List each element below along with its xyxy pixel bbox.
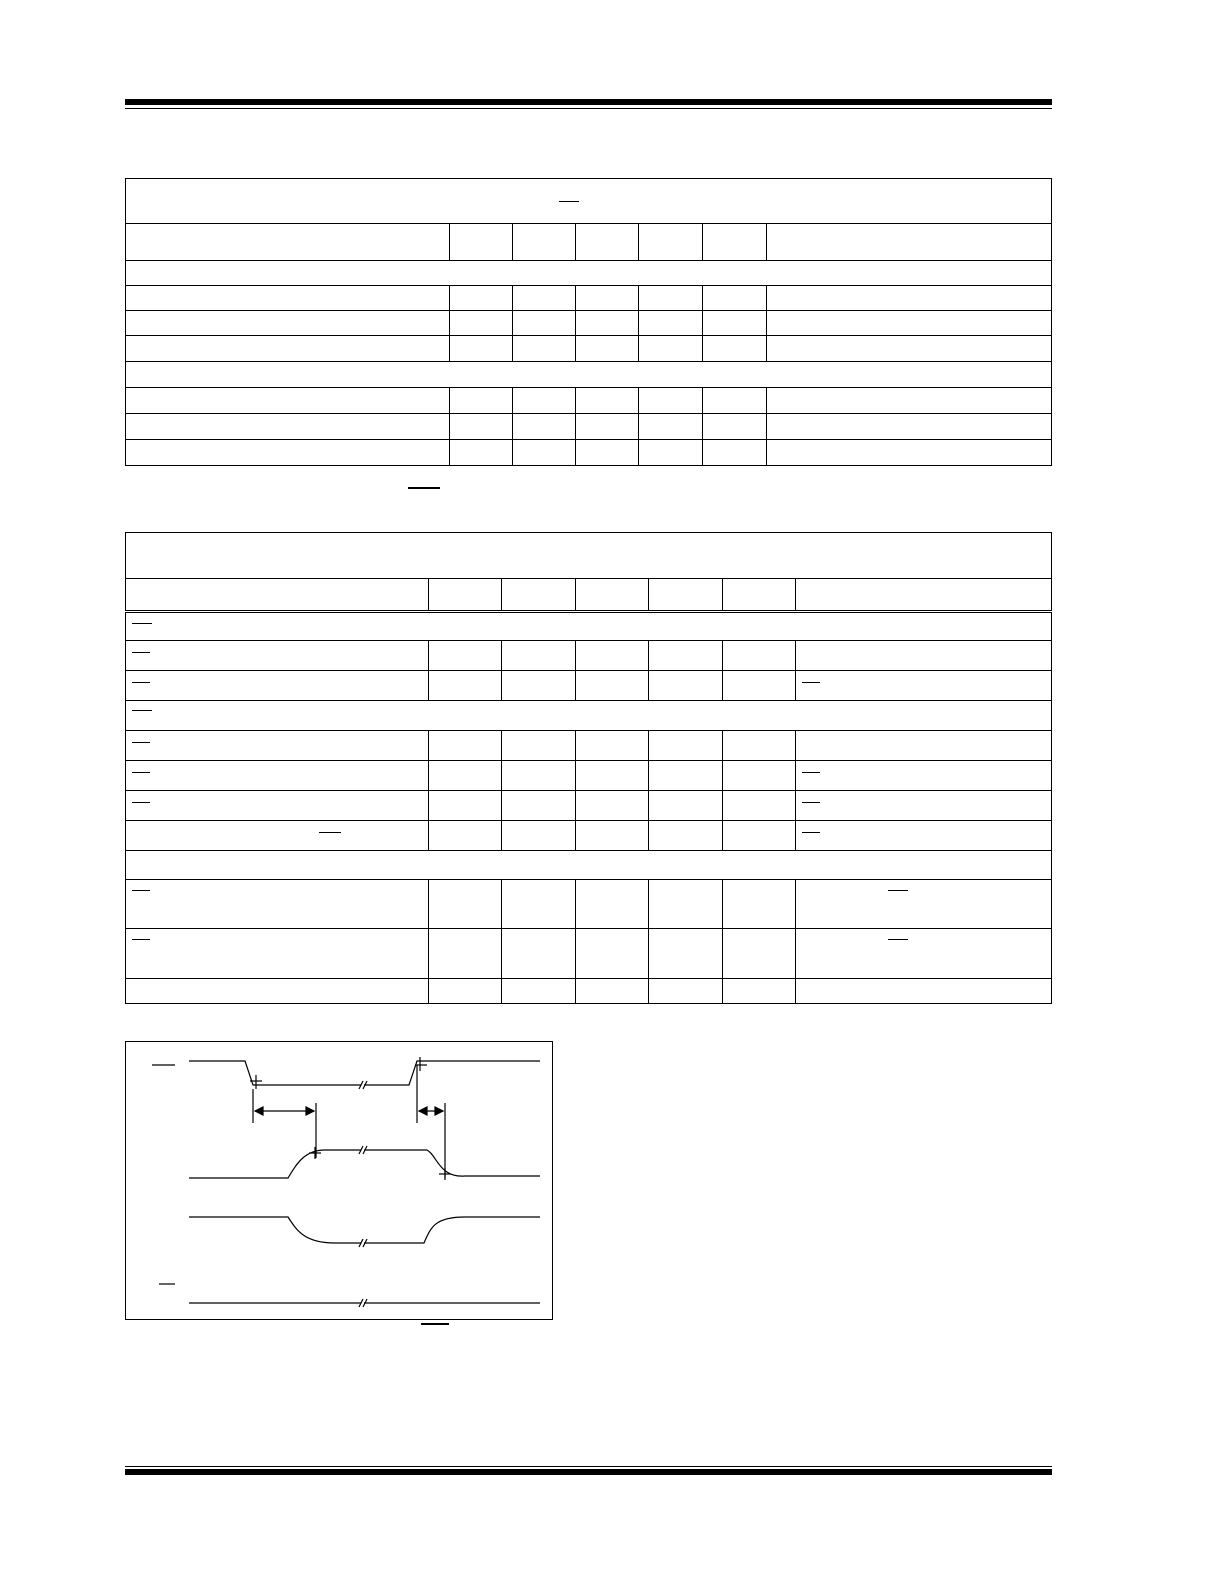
overbar-mark [559,201,579,202]
header-cell [502,579,576,612]
table-cell [703,414,767,440]
table-cell [513,414,576,440]
table-cell [126,388,450,414]
table-cell [576,979,649,1004]
table-cell [576,311,639,336]
table-cell [649,671,723,701]
table-cell [703,388,767,414]
table-cell [649,821,723,851]
table-row [126,440,1052,466]
header-cell [429,579,502,612]
table-1-note [125,476,1052,490]
table-cell [767,336,1052,362]
table-cell [703,440,767,466]
table-row [126,336,1052,362]
table-cell [429,880,502,929]
signal-3-waveform [189,1217,540,1243]
table-cell [649,979,723,1004]
overbar-mark [802,802,820,803]
table-cell [576,821,649,851]
table-row [126,671,1052,701]
overbar-mark [132,742,150,743]
table-cell [639,440,703,466]
overbar-mark [132,710,152,711]
header-cell [450,224,513,261]
table-cell [639,286,703,311]
overbar-mark [132,890,150,891]
table-cell [796,929,1052,979]
table-cell [796,641,1052,671]
table-2-header-row [126,579,1052,612]
table-cell [723,641,796,671]
table-row [126,761,1052,791]
table-cell [450,311,513,336]
section-title [126,851,1052,880]
table-cell [703,286,767,311]
section-title [126,701,1052,731]
table-cell [576,880,649,929]
table-cell [450,440,513,466]
table-cell [502,671,576,701]
header-cell [796,579,1052,612]
table-cell [450,414,513,440]
table-2-caption-row [126,533,1052,579]
table-cell [767,286,1052,311]
header-cell [723,579,796,612]
table-cell [126,979,429,1004]
header-cell [126,579,429,612]
table-row [126,880,1052,929]
table-cell [649,929,723,979]
overbar-mark [132,772,150,773]
table-cell [126,731,429,761]
header-cell [639,224,703,261]
table-cell [502,821,576,851]
overbar-mark [132,652,150,653]
table-cell [576,929,649,979]
table-row [126,641,1052,671]
table-cell [576,414,639,440]
overbar-mark [888,939,908,940]
header-cell [576,579,649,612]
table-cell [126,791,429,821]
table-cell [796,880,1052,929]
table-cell [126,641,429,671]
table-1-header-row [126,224,1052,261]
top-rule-thick [125,99,1052,105]
table-cell [576,388,639,414]
overbar-mark [132,623,152,624]
bottom-rule-thick [125,1469,1052,1475]
header-cell [576,224,639,261]
table-cell [649,791,723,821]
table-row [126,979,1052,1004]
overbar-mark [132,939,150,940]
header-cell [703,224,767,261]
table-cell [126,336,450,362]
signal-1-waveform [189,1061,540,1085]
table-cell [126,761,429,791]
table-cell [450,388,513,414]
table-1-caption [126,179,1052,224]
table-cell [576,761,649,791]
table-row [126,791,1052,821]
top-rule-thin [125,108,1052,109]
table-cell [649,761,723,791]
table-cell [767,388,1052,414]
spec-table-1 [125,178,1052,466]
table-cell [649,880,723,929]
overbar-mark [132,802,150,803]
table-2-caption [126,533,1052,579]
table-cell [796,671,1052,701]
overbar-mark [421,1323,449,1325]
table-cell [126,929,429,979]
table-cell [513,440,576,466]
table-cell [126,821,429,851]
table-cell [513,311,576,336]
spec-table-2 [125,532,1052,1004]
table-cell [723,761,796,791]
table-cell [576,336,639,362]
table-cell [703,311,767,336]
table-cell [767,440,1052,466]
table-cell [649,641,723,671]
bottom-rule-thin [125,1466,1052,1467]
table-cell [126,671,429,701]
table-cell [723,671,796,701]
section-title [126,612,1052,641]
table-row [126,731,1052,761]
table-cell [703,336,767,362]
overbar-mark [888,890,908,891]
table-cell [513,286,576,311]
table-cell [796,791,1052,821]
table-cell [126,880,429,929]
table-cell [429,979,502,1004]
table-cell [796,761,1052,791]
table-row [126,286,1052,311]
table-cell [126,440,450,466]
overbar-mark [802,772,820,773]
table-cell [649,731,723,761]
table-row [126,311,1052,336]
diagram-frame [126,1042,553,1320]
table-row [126,821,1052,851]
section-row [126,701,1052,731]
table-cell [429,821,502,851]
table-cell [767,414,1052,440]
table-1-caption-row [126,179,1052,224]
table-cell [723,791,796,821]
table-cell [502,731,576,761]
table-cell [126,311,450,336]
overbar-mark [802,682,820,683]
table-cell [502,791,576,821]
section-row [126,261,1052,286]
table-cell [723,731,796,761]
header-cell [126,224,450,261]
section-row [126,612,1052,641]
table-cell [450,336,513,362]
overbar-mark [408,487,440,489]
table-cell [502,641,576,671]
table-cell [126,414,450,440]
table-cell [796,821,1052,851]
table-cell [639,414,703,440]
timing-diagram [125,1041,553,1321]
header-cell [767,224,1052,261]
table-cell [429,791,502,821]
table-cell [576,731,649,761]
table-row [126,388,1052,414]
overbar-mark [319,832,341,833]
table-row [126,414,1052,440]
table-cell [639,311,703,336]
section-title [126,261,1052,286]
table-row [126,929,1052,979]
table-cell [429,731,502,761]
table-cell [639,336,703,362]
table-cell [429,671,502,701]
table-cell [502,929,576,979]
table-cell [796,731,1052,761]
overbar-mark [802,832,820,833]
overbar-mark [132,682,150,683]
table-cell [576,641,649,671]
section-row [126,851,1052,880]
table-cell [429,641,502,671]
signal-2-waveform [189,1150,540,1178]
table-cell [126,286,450,311]
table-cell [767,311,1052,336]
table-cell [502,880,576,929]
section-title [126,362,1052,388]
table-cell [429,929,502,979]
table-cell [639,388,703,414]
table-cell [576,791,649,821]
table-cell [723,979,796,1004]
figure-caption [125,1325,553,1339]
table-cell [723,821,796,851]
table-cell [576,440,639,466]
table-cell [576,286,639,311]
table-cell [450,286,513,311]
table-cell [576,671,649,701]
table-cell [723,929,796,979]
table-cell [513,336,576,362]
table-cell [723,880,796,929]
table-cell [796,979,1052,1004]
table-cell [502,761,576,791]
header-cell [513,224,576,261]
section-row [126,362,1052,388]
table-cell [429,761,502,791]
header-cell [649,579,723,612]
table-cell [513,388,576,414]
table-cell [502,979,576,1004]
